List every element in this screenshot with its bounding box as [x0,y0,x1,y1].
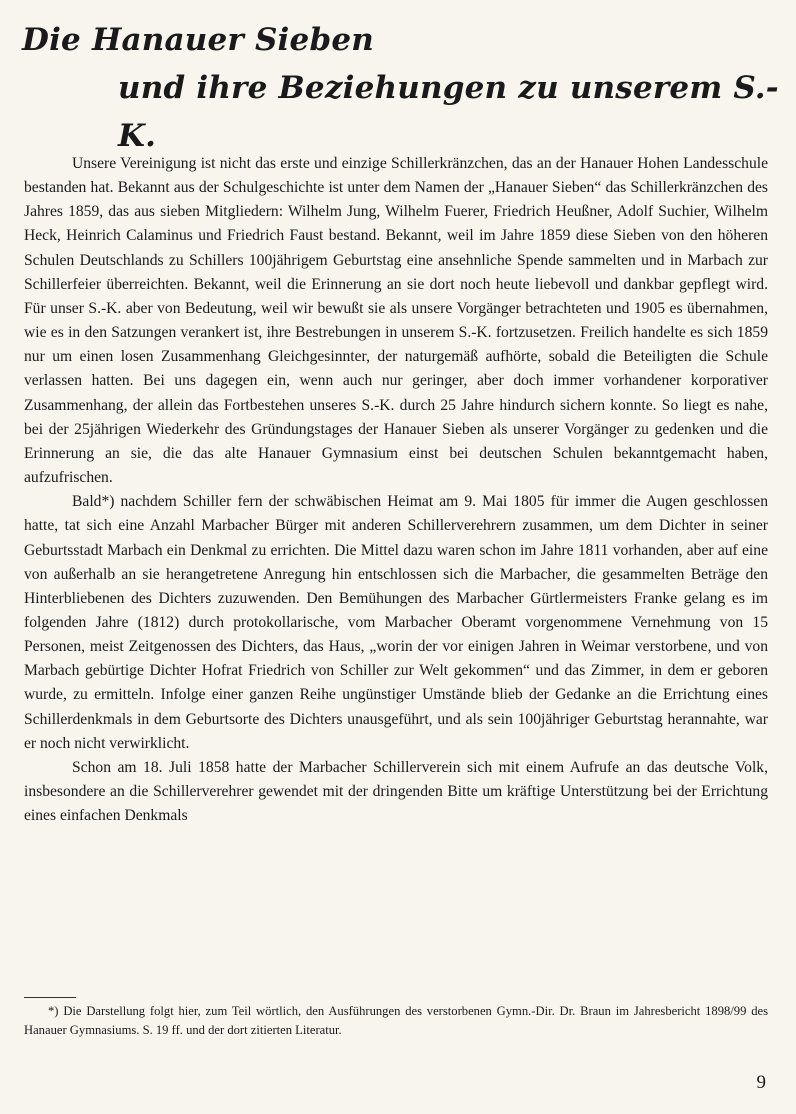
body-text [24,152,768,828]
paragraph-3: Schon am 18. Juli 1858 hatte der Marbacher Schillerverein sich mit einem Aufrufe an das deutsche Volk, insbesondere an die Schillerverehrer gewendet mit der dringenden Bitte um kräftige Unterstützung bei der Errichtung eines einfachen Denkmals [24,758,768,825]
footnote-divider [24,997,76,998]
footnote: *) Die Darstellung folgt hier, zum Teil wörtlich, den Ausführungen des verstorbenen Gymn.-Dir. Dr. Braun im Jahresbericht 1898/99 des Hanauer Gymnasiums. S. 19 ff. und der dort zitierten Literatur. [24,1004,768,1037]
title-line-2: und ihre Beziehungen zu unserem S.-K. [118,70,779,154]
paragraph-1: Unsere Vereinigung ist nicht das erste und einzige Schillerkränzchen, das an der Hanauer Hohen Landesschule bestanden hat. Bekannt aus der Schulgeschichte ist unter dem Namen der „Hanauer Sieben“ das Schillerkränzchen des Jahres 1859, das aus sieben Mitgliedern: Wilhelm Jung, Wilhelm Fuerer, Friedrich Heußner, Adolf Suchier, Wilhelm Heck, Heinrich Calaminus und Friedrich Faust bestand. Bekannt, weil im Jahre 1859 diese Sieben von den höheren Schulen Deutschlands zu Schillers 100jährigem Geburtstag eine ansehnliche Spende sammelten und in Marbach zur Schillerfeier überreichten. Bekannt, weil die Erinnerung an sie dort noch heute liebevoll und dankbar gepflegt wird. Für unser S.-K. aber von Bedeutung, weil wir bewußt sie als unsere Vorgänger betrachteten und 1905 es übernahmen, wie es in den Satzungen verankert ist, ihre Bestrebungen in unserem S.-K. fortzusetzen. Freilich handelte es sich 1859 nur um einen losen Zusammenhang Gleichgesinnter, der naturgemäß aufhörte, sobald die Beteiligten die Schule verlassen hatten. Bei uns dagegen ein, wenn auch nur geringer, aber doch immer vorhandener korporativer Zusammenhang, der allein das Fortbestehen unseres S.-K. durch 25 Jahre hindurch sichern konnte. So liegt es nahe, bei der 25jährigen Wiederkehr des Gründungstages der Hanauer Sieben als unserer Vorgänger zu gedenken und die Erinnerung an sie, die das alte Hanauer Gymnasium einst bei deutschen Schulen bekanntgemacht haben, aufzufrischen. [24,155,768,487]
paragraph-2: Bald*) nachdem Schiller fern der schwäbischen Heimat am 9. Mai 1805 für immer die Augen geschlossen hatte, tat sich eine Anzahl Marbacher Bürger mit anderen Schillerverehrern zusammen, um dem Dichter in seiner Geburtsstadt Marbach ein Denkmal zu errichten. Die Mittel dazu waren schon im Jahre 1811 vorhanden, aber auf eine von außerhalb an sie herangetretene Anregung hin entschlossen sich die Marbacher, die gesammelten Beträge den Hinterbliebenen des Dichters zuzuwenden. Den Bemühungen des Marbacher Gürtlermeisters Franke gelang es im folgenden Jahre (1812) durch protokollarische, vom Marbacher Oberamt vorgenommene Vernehmung von 15 Personen, meist Zeitgenossen des Dichters, das Haus, „worin der vor einigen Jahren in Weimar verstorbene, und von Marbach gebürtige Dichter Hofrat Friedrich von Schiller zur Welt gekommen“ und das Zimmer, in dem er geboren wurde, zu ermitteln. Infolge einer ganzen Reihe ungünstiger Umstände blieb der Gedanke an die Errichtung eines Schillerdenkmals in dem Geburtsorte des Dichters unausgeführt, und als sein 100jähriger Geburtstag herannahte, war er noch nicht verwirklicht. [24,493,768,752]
page-number: 9 [756,1072,766,1093]
title-line-1: Die Hanauer Sieben [22,22,374,58]
page-title [22,16,782,160]
